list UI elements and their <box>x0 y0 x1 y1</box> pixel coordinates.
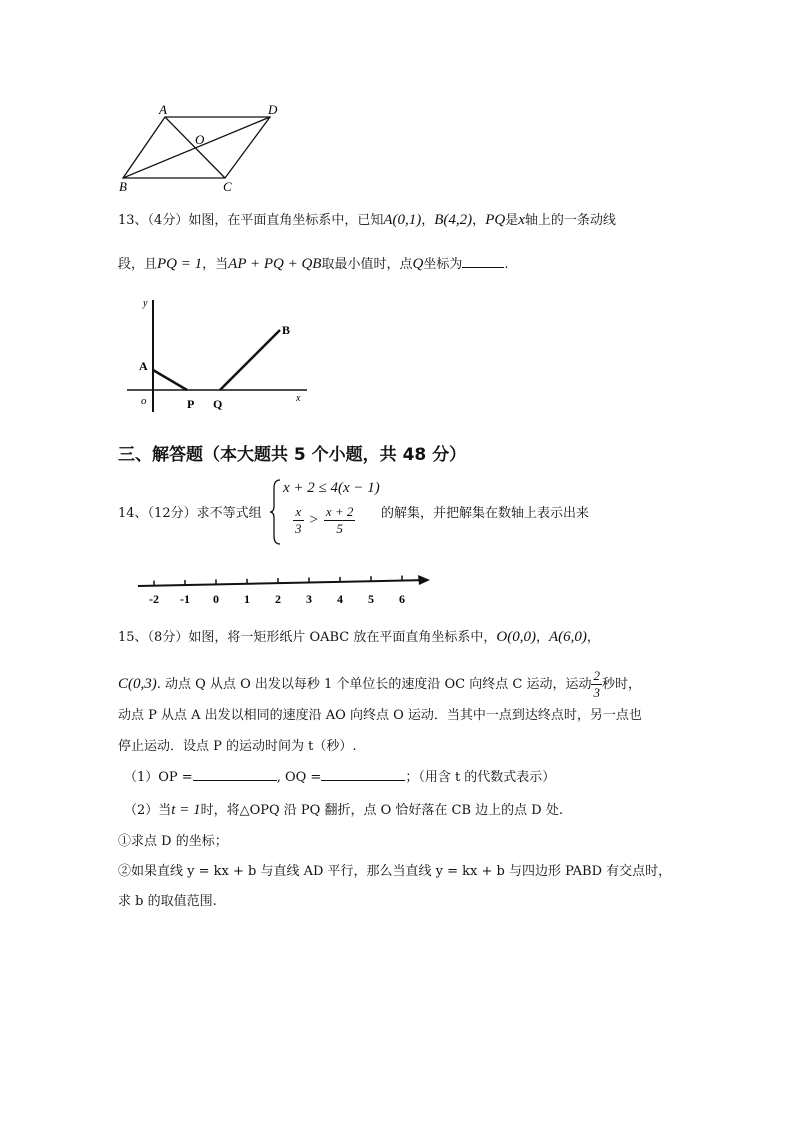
q13-point-b: B(4,2) <box>434 212 473 228</box>
axis-label-x: x <box>296 393 301 404</box>
q14-frac-right-num: x + 2 <box>325 504 354 519</box>
q15-s2-eq: t = 1 <box>171 802 201 818</box>
axis-label-y: y <box>143 298 148 309</box>
number-line-label: 1 <box>244 592 250 606</box>
q15-oq-blank[interactable] <box>321 766 405 781</box>
q13-text3: 轴上的一条动线 <box>524 213 616 228</box>
q14-prefix <box>118 504 262 524</box>
q15-frac-num: 2 <box>593 668 600 683</box>
number-line-label: -1 <box>180 592 190 606</box>
q14-gt: > <box>308 512 319 528</box>
q14-text1: 求不等式组 <box>196 506 262 521</box>
q13-sep: ， <box>421 213 435 228</box>
q14-frac-left <box>293 504 304 537</box>
q15-l1a: 如图，将一矩形纸片 OABC 放在平面直角坐标系中， <box>188 630 497 645</box>
q15-line3: 动点 P 从点 A 出发以相同的速度沿 AO 向终点 O 运动．当其中一点到达终点时，另一点也 <box>118 708 642 723</box>
label-a: A <box>159 102 167 117</box>
q14-number: 14、（12分） <box>118 506 197 521</box>
q15-c: C(0,3) <box>118 676 157 692</box>
q15-s1-mid: , OQ = <box>276 770 322 785</box>
q13-line2-end: . <box>504 257 509 272</box>
q15-l2b: 秒时， <box>601 677 641 692</box>
q13-answer-blank[interactable] <box>462 253 504 268</box>
q14-frac-right <box>324 504 356 537</box>
number-line-label: 0 <box>213 592 219 606</box>
q15-sub2-i: ①求点 D 的坐标； <box>118 834 228 849</box>
number-line-label: 6 <box>399 592 405 606</box>
q13-q: Q <box>412 256 424 272</box>
q15-line4: 停止运动．设点 P 的运动时间为 t（秒）. <box>118 739 357 754</box>
q13-figure <box>125 290 315 420</box>
label-point-b: B <box>282 323 291 337</box>
q15-sub2-ii-a: ②如果直线 y = kx + b 与直线 AD 平行，那么当直线 y = kx + b 与四边形 PABD 有交点时， <box>118 864 672 879</box>
q13-line2-a: 段，且 <box>118 257 158 272</box>
q15-line2 <box>118 668 641 701</box>
q14-brace <box>268 478 282 546</box>
q15-s2-b: 时，将△OPQ 沿 PQ 翻折，点 O 恰好落在 CB 边上的点 D 处. <box>200 803 563 818</box>
q15-l2a: . 动点 Q 从点 O 出发以每秒 1 个单位长的速度沿 OC 向终点 C 运动，运动 <box>156 677 592 692</box>
q13-line2-c: 取最小值时，点 <box>321 257 413 272</box>
q15-number: 15、（8分） <box>118 630 189 645</box>
number-line <box>130 568 440 610</box>
q14-frac-left-num: x <box>293 504 304 521</box>
segment-ap <box>153 370 187 390</box>
number-line-axis <box>138 580 428 586</box>
q14-frac-left-den: 3 <box>295 521 302 536</box>
q15-a: A(6,0) <box>548 629 587 645</box>
q13-point-a: A(0,1) <box>383 212 422 228</box>
label-b: B <box>119 179 127 194</box>
segment-qb <box>220 330 280 390</box>
label-origin: o <box>141 395 147 407</box>
q15-frac <box>591 668 602 701</box>
q13-text1: 如图，在平面直角坐标系中，已知 <box>188 213 384 228</box>
q15-o: O(0,0) <box>496 629 536 645</box>
q15-sub1 <box>124 766 555 788</box>
q15-comma: ， <box>535 630 549 645</box>
label-point-a: A <box>139 359 148 373</box>
q14-inequality-1: x + 2 ≤ 4(x − 1) <box>283 480 380 496</box>
number-line-arrow <box>418 575 430 585</box>
q15-comma2: ， <box>586 630 600 645</box>
q14-text2: 的解集，并把解集在数轴上表示出来 <box>381 506 590 521</box>
q15-s1-end: ；（用含 t 的代数式表示） <box>405 770 556 785</box>
q13-number: 13、（4分） <box>118 213 189 228</box>
number-line-label: 4 <box>337 592 343 606</box>
q13-sep2: ， <box>472 213 486 228</box>
q14-inequality-2 <box>293 504 355 537</box>
q14-frac-right-den: 5 <box>336 521 343 536</box>
q13-pq: PQ <box>485 212 506 228</box>
number-line-label: 5 <box>368 592 374 606</box>
q15-frac-den: 3 <box>593 685 600 700</box>
number-line-label: -2 <box>149 592 159 606</box>
number-line-label: 3 <box>306 592 312 606</box>
q15-sub2 <box>124 800 563 821</box>
q15-s2-a: （2）当 <box>124 803 172 818</box>
q13-line2-d: 坐标为 <box>423 257 463 272</box>
q13-x: x <box>518 212 525 228</box>
parallelogram-figure <box>115 100 295 195</box>
q15-sub2-ii-b: 求 b 的取值范围. <box>118 894 217 909</box>
label-point-p: P <box>187 397 195 411</box>
q15-op-blank[interactable] <box>193 766 277 781</box>
label-c: C <box>223 179 232 194</box>
q13-line2 <box>118 253 508 275</box>
q13-eq1: PQ = 1 <box>157 256 203 272</box>
label-point-q: Q <box>213 397 223 411</box>
number-line-label: 2 <box>275 592 281 606</box>
q15-line1 <box>118 627 600 648</box>
q13-line1 <box>118 210 616 231</box>
q13-expr: AP + PQ + QB <box>228 256 322 272</box>
q15-s1-label: （1）OP = <box>124 770 193 785</box>
q13-line2-b: ，当 <box>202 257 229 272</box>
label-d: D <box>268 102 278 117</box>
label-o: O <box>195 132 205 147</box>
section-title: 三、解答题（本大题共 5 个小题，共 48 分） <box>118 445 467 465</box>
q13-text2: 是 <box>505 213 519 228</box>
